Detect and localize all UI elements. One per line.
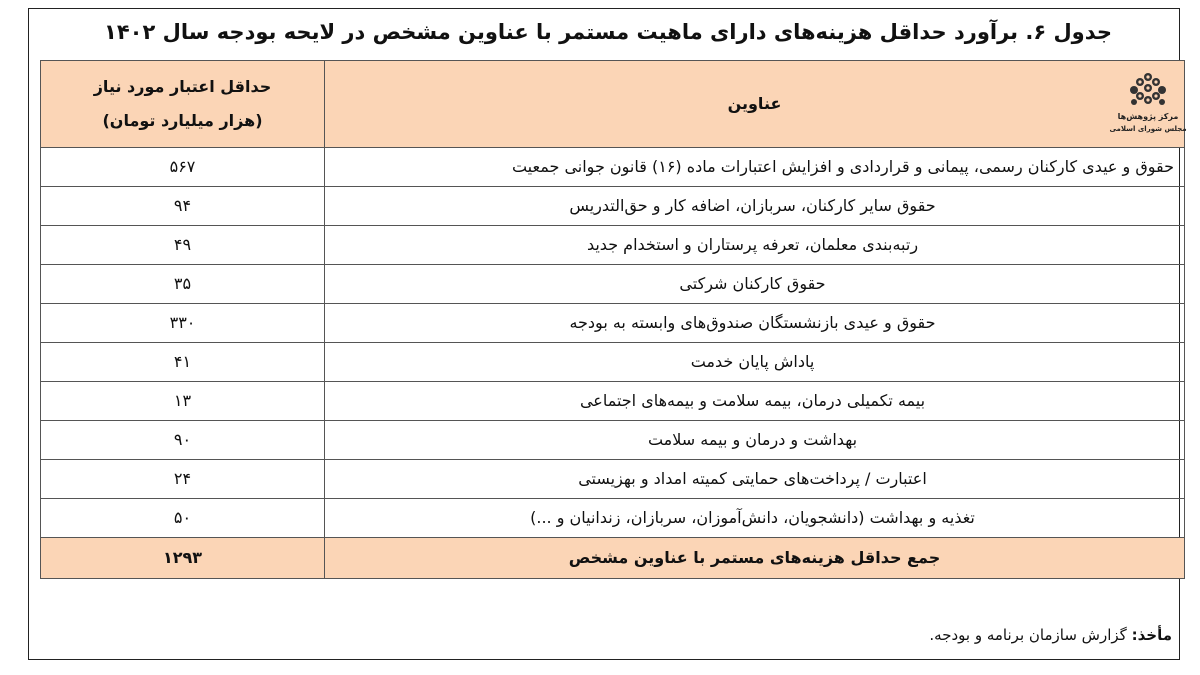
budget-table: [40, 60, 1185, 579]
source-text: گزارش سازمان برنامه و بودجه.: [929, 626, 1127, 644]
row-value: ۲۴: [41, 460, 325, 499]
row-title: بیمه تکمیلی درمان، بیمه سلامت و بیمه‌های اجتماعی: [325, 382, 1185, 421]
table-title: جدول ۶. برآورد حداقل هزینه‌های دارای ماهیت مستمر با عناوین مشخص در لایحه بودجه سال ۱۴۰۲: [104, 20, 1112, 44]
row-value: ۳۵: [41, 265, 325, 304]
table-row: [41, 265, 1185, 304]
row-value: ۹۰: [41, 421, 325, 460]
row-value: ۳۳۰: [41, 304, 325, 343]
table-row: [41, 148, 1185, 187]
row-title: حقوق کارکنان شرکتی: [325, 265, 1185, 304]
table-row: [41, 382, 1185, 421]
source-note: [929, 626, 1172, 644]
row-title: رتبه‌بندی معلمان، تعرفه پرستاران و استخدام جدید: [325, 226, 1185, 265]
logo-caption-line2: مجلس شورای اسلامی: [1109, 125, 1187, 133]
table-row: [41, 421, 1185, 460]
header-row: [41, 61, 1185, 148]
table-row: [41, 304, 1185, 343]
total-row: [41, 538, 1185, 579]
header-titles: [325, 61, 1185, 148]
table-row: [41, 499, 1185, 538]
row-title: اعتبارت / پرداخت‌های حمایتی کمیته امداد و بهزیستی: [325, 460, 1185, 499]
table-row: [41, 226, 1185, 265]
row-title: پاداش پایان خدمت: [325, 343, 1185, 382]
majlis-research-center-logo-icon: [1109, 67, 1187, 141]
row-value: ۵۰: [41, 499, 325, 538]
table-row: [41, 460, 1185, 499]
source-label: مأخذ:: [1131, 626, 1172, 644]
value-header-line1: حداقل اعتبار مورد نیاز: [93, 77, 272, 96]
row-value: ۹۴: [41, 187, 325, 226]
row-value: ۵۶۷: [41, 148, 325, 187]
row-value: ۴۱: [41, 343, 325, 382]
header-values: [41, 61, 325, 148]
total-value: ۱۲۹۳: [41, 538, 325, 579]
row-value: ۱۳: [41, 382, 325, 421]
titles-header-label: عناوین: [727, 94, 782, 113]
row-title: حقوق سایر کارکنان، سربازان، اضافه کار و حق‌التدریس: [325, 187, 1185, 226]
table-row: [41, 343, 1185, 382]
table-row: [41, 187, 1185, 226]
row-value: ۴۹: [41, 226, 325, 265]
row-title: بهداشت و درمان و بیمه سلامت: [325, 421, 1185, 460]
row-title: حقوق و عیدی بازنشستگان صندوق‌های وابسته به بودجه: [325, 304, 1185, 343]
row-title: حقوق و عیدی کارکنان رسمی، پیمانی و قراردادی و افزایش اعتبارات ماده (۱۶) قانون جوانی جمعیت: [325, 148, 1185, 187]
value-header-line2: (هزار میلیارد تومان): [102, 111, 263, 130]
row-title: تغذیه و بهداشت (دانشجویان، دانش‌آموزان، سربازان، زندانیان و ...): [325, 499, 1185, 538]
total-label: جمع حداقل هزینه‌های مستمر با عناوین مشخص: [325, 538, 1185, 579]
logo-caption-line1: مرکز پژوهش‌ها: [1117, 112, 1179, 121]
